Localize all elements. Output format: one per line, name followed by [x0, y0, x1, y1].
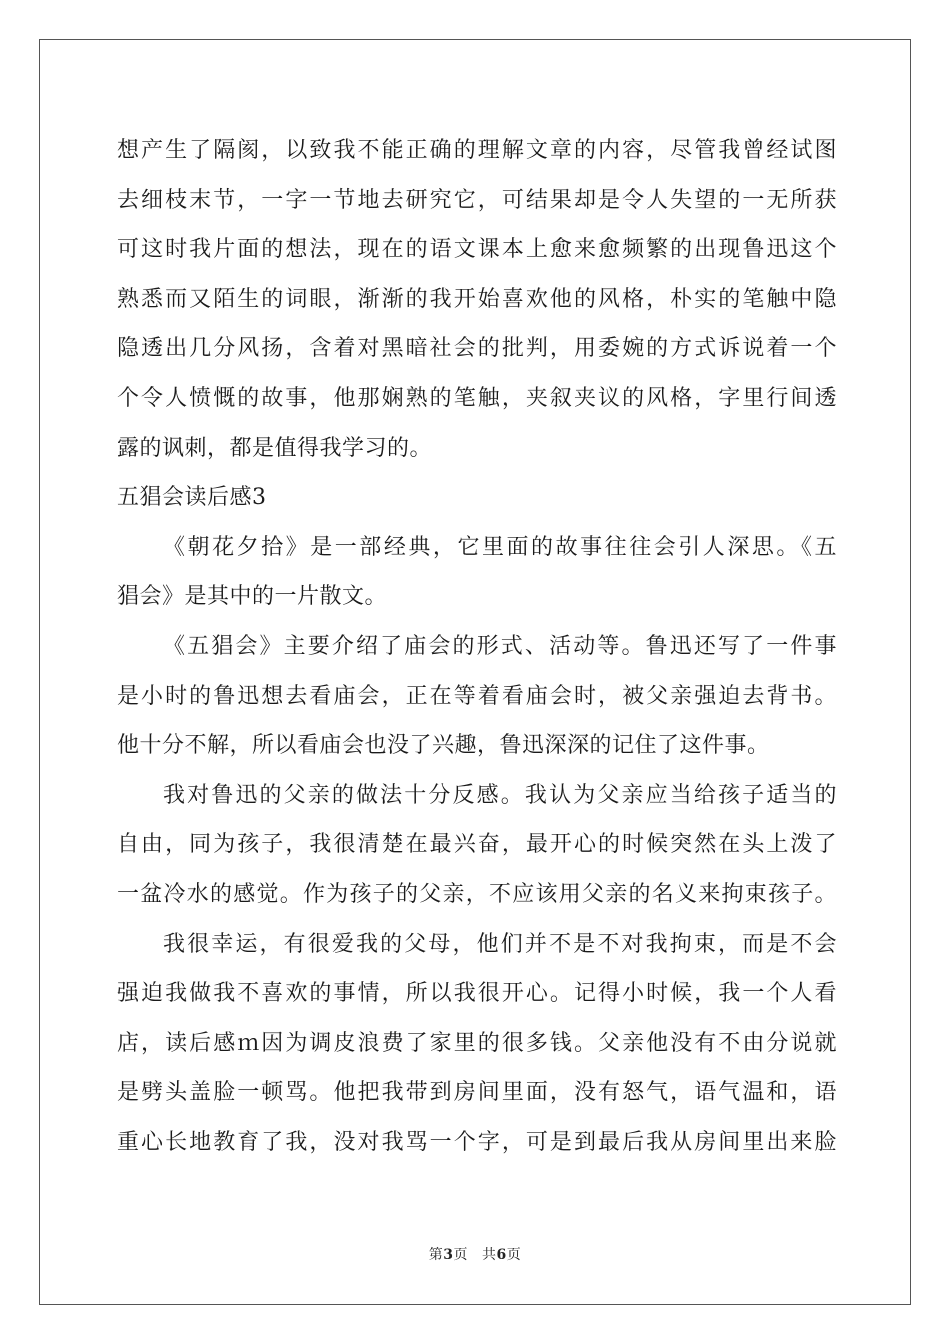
page-number: 3 [443, 1247, 454, 1263]
page-total: 6 [496, 1247, 507, 1263]
text-line: 猖会》是其中的一片散文。 [117, 584, 388, 610]
text-line: 我对鲁迅的父亲的做法十分反感。我认为父亲应当给孩子适当的 [163, 782, 837, 808]
text-line: 一盆冷水的感觉。作为孩子的父亲，不应该用父亲的名义来拘束孩子。 [117, 881, 837, 907]
text-line: 可这时我片面的想法，现在的语文课本上愈来愈频繁的出现鲁迅这个 [117, 237, 837, 263]
text-line: 我很幸运，有很爱我的父母，他们并不是不对我拘束，而是不会 [163, 931, 837, 957]
page-footer [0, 1244, 950, 1264]
text-line: 是小时的鲁迅想去看庙会，正在等着看庙会时，被父亲强迫去背书。 [117, 683, 837, 709]
text-line: 去细枝末节，一字一节地去研究它，可结果却是令人失望的一无所获 [117, 187, 837, 213]
text-line: 露的讽刺，都是值得我学习的。 [117, 435, 433, 461]
text-line: 《五猖会》主要介绍了庙会的形式、活动等。鲁迅还写了一件事 [163, 633, 837, 659]
document-body [117, 126, 837, 1167]
text-line: 想产生了隔阂，以致我不能正确的理解文章的内容，尽管我曾经试图 [117, 138, 837, 163]
text-line: 重心长地教育了我，没对我骂一个字，可是到最后我从房间里出来脸 [117, 1129, 837, 1155]
text-line: 强迫我做我不喜欢的事情，所以我很开心。记得小时候，我一个人看 [117, 981, 837, 1007]
text-line: 自由，同为孩子，我很清楚在最兴奋，最开心的时候突然在头上泼了 [117, 832, 837, 858]
page-unit: 页 [453, 1247, 468, 1263]
text-line: 个令人愤慨的故事，他那娴熟的笔触，夹叙夹议的风格，字里行间透 [117, 385, 837, 411]
page-prefix: 第 [428, 1247, 444, 1263]
text-line: 隐透出几分风扬，含着对黑暗社会的批判，用委婉的方式诉说着一个 [117, 336, 837, 362]
text-line: 是劈头盖脸一顿骂。他把我带到房间里面，没有怒气，语气温和，语 [117, 1080, 837, 1106]
text-line: 《朝花夕拾》是一部经典，它里面的故事往往会引人深思。《五 [163, 534, 837, 560]
text-line: 熟悉而又陌生的词眼，渐渐的我开始喜欢他的风格，朴实的笔触中隐 [117, 286, 837, 312]
section-heading: 五猖会读后感3 [117, 485, 267, 511]
text-line: 店，读后感ｍ因为调皮浪费了家里的很多钱。父亲他没有不由分说就 [117, 1030, 837, 1056]
total-unit: 页 [506, 1247, 522, 1263]
total-prefix: 共 [482, 1247, 497, 1263]
text-line: 他十分不解，所以看庙会也没了兴趣，鲁迅深深的记住了这件事。 [117, 733, 770, 759]
